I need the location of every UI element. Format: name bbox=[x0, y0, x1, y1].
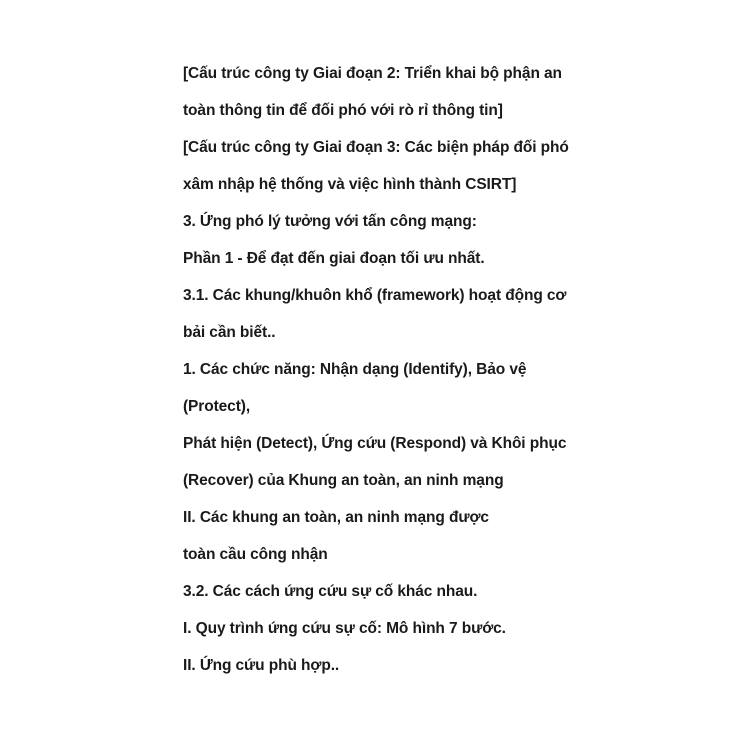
item-1-functions-line-2: (Protect), bbox=[183, 398, 251, 415]
part-1-heading: Phần 1 - Để đạt đến giai đoạn tối ưu nhất. bbox=[183, 250, 485, 267]
section-3-2-heading: 3.2. Các cách ứng cứu sự cố khác nhau. bbox=[183, 583, 478, 600]
stage-2-heading-line-2: toàn thông tin để đối phó với rò rỉ thông tin] bbox=[183, 102, 503, 119]
stage-3-heading-line-2: xâm nhập hệ thống và việc hình thành CSIRT] bbox=[183, 176, 517, 193]
document-body bbox=[183, 62, 603, 691]
item-1-functions-line-3: Phát hiện (Detect), Ứng cứu (Respond) và Khôi phục bbox=[183, 435, 567, 452]
item-i-process: I. Quy trình ứng cứu sự cố: Mô hình 7 bước. bbox=[183, 620, 506, 637]
item-2-frameworks-line-1: II. Các khung an toàn, an ninh mạng được bbox=[183, 509, 489, 526]
stage-2-heading-line-1: [Cấu trúc công ty Giai đoạn 2: Triển khai bộ phận an bbox=[183, 65, 562, 82]
item-1-functions-line-4: (Recover) của Khung an toàn, an ninh mạng bbox=[183, 472, 504, 489]
section-3-heading: 3. Ứng phó lý tưởng với tấn công mạng: bbox=[183, 213, 477, 230]
item-1-functions-line-1: 1. Các chức năng: Nhận dạng (Identify), Bảo vệ bbox=[183, 361, 527, 378]
item-2-frameworks-line-2: toàn cầu công nhận bbox=[183, 546, 328, 563]
stage-3-heading-line-1: [Cấu trúc công ty Giai đoạn 3: Các biện pháp đối phó bbox=[183, 139, 569, 156]
item-ii-response: II. Ứng cứu phù hợp.. bbox=[183, 657, 340, 674]
section-3-1-heading-line-2: bải cần biết.. bbox=[183, 324, 276, 341]
section-3-1-heading-line-1: 3.1. Các khung/khuôn khổ (framework) hoạt động cơ bbox=[183, 287, 567, 304]
